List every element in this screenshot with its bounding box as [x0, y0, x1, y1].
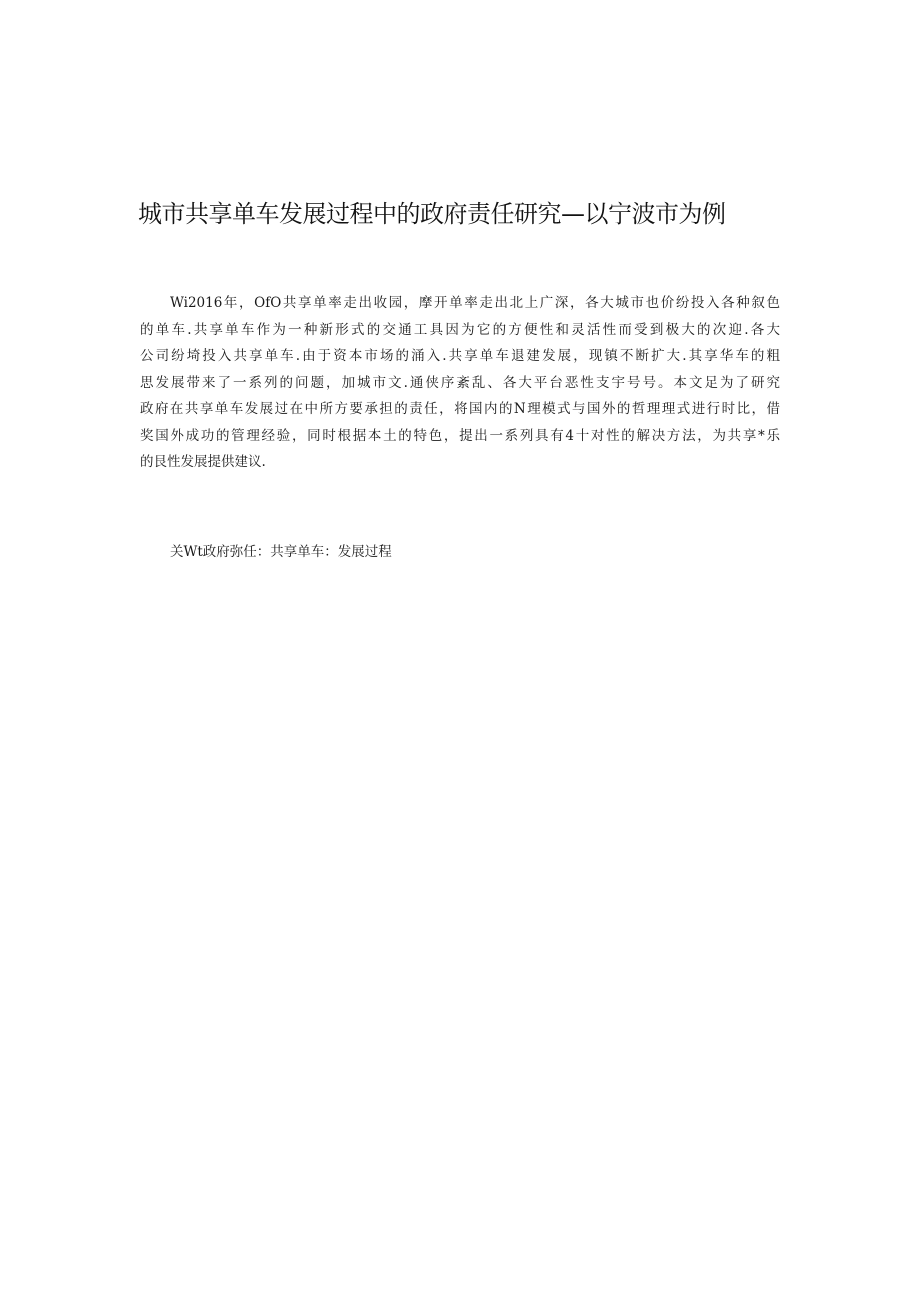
- abstract-line: 的单车.共享单车作为一种新形式的交通工具因为它的方便性和灵活性而受到极大的次迎.各大: [140, 321, 780, 338]
- abstract-paragraph: [140, 290, 780, 476]
- abstract-line: Wi2016年，OfO共享单率走出收园，摩开单率走出北上广深，各大城市也价纷投入各种叙色: [170, 295, 780, 311]
- document-title: 城市共享单车发展过程中的政府责任研究—以宁波市为例: [138, 200, 726, 228]
- abstract-line: 奖国外成功的管理经验，同时根据本土的特色，提出一系列具有4十对性的解决方法，为共享*乐: [140, 427, 780, 444]
- abstract-line: 公司纷埼投入共享单车.由于资本市场的涌入.共享单车退建发展，现镇不断扩大.其享华车的粗: [140, 348, 780, 364]
- abstract-line: 思发展带来了一系列的问题，加城市文.通侠序紊乱、各大平台恶性支宇号号。本文足为了研究: [140, 374, 780, 391]
- abstract-line: 的艮性发展提供建议.: [140, 454, 266, 470]
- abstract-line: 政府在共享单车发展过在中所方要承担的责任，将国内的N理模式与国外的哲理理式进行时比，借: [140, 401, 780, 417]
- keywords-line: 关Wt政府弥任：共享单车：发展过程: [170, 544, 392, 560]
